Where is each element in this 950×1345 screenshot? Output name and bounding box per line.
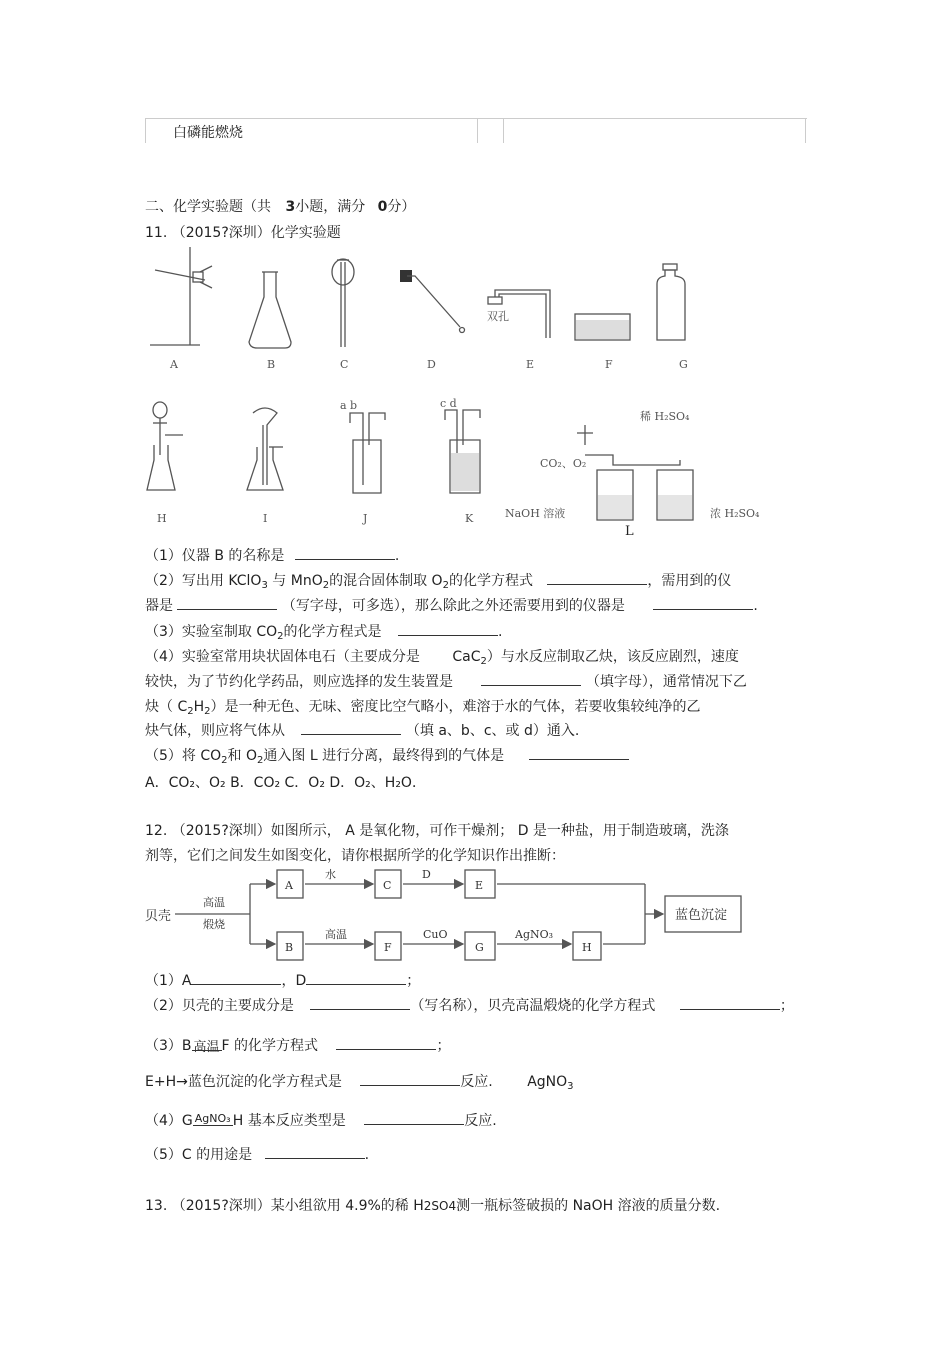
label-j: J (363, 512, 368, 525)
label-a: A (170, 358, 178, 371)
q12-title-1: 12. （2015?深圳）如图所示， A 是氧化物，可作干燥剂； D 是一种盐，用于制造玻璃，洗涤 (145, 823, 729, 839)
label-e: E (526, 358, 535, 371)
answer-blank[interactable] (177, 595, 277, 610)
apparatus-c (332, 259, 354, 347)
answer-blank[interactable] (364, 1110, 464, 1125)
q12-l3: （3）B 高温 F 的化学方程式 ； (145, 1035, 450, 1055)
apparatus-d (400, 270, 465, 333)
answer-blank[interactable] (680, 995, 780, 1010)
label-k: K (465, 512, 474, 525)
apparatus-row-2 (145, 385, 765, 535)
l-right-label: 浓 H₂SO₄ (710, 507, 760, 520)
node-f-label: F (384, 941, 392, 954)
q12-flowchart (145, 862, 765, 967)
flow-cond-top: 高温 (203, 896, 225, 909)
top-table (145, 118, 807, 143)
q11-p3: （3）实验室制取 $CO_2$的化学方程式是 . (145, 621, 502, 642)
q11-p5: （5）将 $CO_2$和 $O_2$通入图 L 进行分离，最终得到的气体是 (145, 745, 629, 766)
answer-blank[interactable] (301, 720, 401, 735)
q11-p4: （4）实验室常用块状固体电石（主要成分是 CaC$_2$）与水反应制取乙炔，该反应剧烈，速度 (145, 649, 739, 667)
node-b-label: B (285, 941, 294, 954)
node-c-label: C (383, 879, 392, 892)
q12-title-2: 剂等，它们之间发生如图变化，请你根据所学的化学知识作出推断： (145, 848, 565, 864)
answer-blank[interactable] (310, 995, 410, 1010)
l-naoh-label: NaOH 溶液 (505, 507, 566, 520)
label-h: H (157, 512, 167, 525)
node-a-label: A (285, 879, 293, 892)
apparatus-g (657, 264, 685, 340)
flow-d: D (422, 868, 431, 881)
node-g-label: G (475, 941, 484, 954)
l-top-label: 稀 H₂SO₄ (640, 410, 690, 423)
flow-cuo: CuO (423, 928, 448, 941)
e-label: 双孔 (487, 310, 509, 323)
flow-agno3: AgNO₃ (515, 928, 554, 941)
table-divider (503, 119, 504, 143)
q12-l3-line2: E+H→蓝色沉淀的化学方程式是 反应. AgNO$_3$ (145, 1071, 574, 1092)
k-ports: c d (440, 397, 457, 410)
j-ports: a b (340, 399, 358, 412)
flow-cond-bottom: 煅烧 (203, 918, 225, 931)
answer-blank[interactable] (336, 1035, 436, 1050)
flow-start: 贝壳 (145, 909, 172, 924)
q11-p4-line3: 炔（ $C_2H_2$）是一种无色、无味、密度比空气略小，难溶于水的气体，若要收集较纯净的乙 (145, 699, 701, 717)
apparatus-b (249, 272, 291, 348)
q11-p4-line2: 较快，为了节约化学药品，则应选择的发生装置是 （填字母），通常情况下乙 (145, 671, 747, 691)
q11-p2: （2）写出用 KClO$_3$ 与 MnO$_2$的混合固体制取 $O_2$的化学方程式 ，需用到的仪 (145, 570, 731, 591)
answer-blank[interactable] (481, 671, 581, 686)
apparatus-row-1 (145, 242, 705, 377)
answer-blank[interactable] (547, 570, 647, 585)
label-g: G (679, 358, 688, 371)
apparatus-a (150, 247, 212, 345)
node-e-label: E (475, 879, 484, 892)
q11-p1: （1）仪器 B 的名称是 . (145, 545, 399, 565)
q11-title: 11. （2015?深圳）化学实验题 (145, 225, 341, 241)
answer-blank[interactable] (653, 595, 753, 610)
reaction-arrow (193, 1125, 233, 1126)
apparatus-l (505, 409, 760, 520)
node-h-label: H (582, 941, 592, 954)
q12-l1: （1）A ，D ； (145, 970, 420, 990)
q12-l5: （5）C 的用途是 . (145, 1144, 369, 1164)
q11-p4-line4: 炔气体，则应将气体从 （填 a、b、c、或 d）通入. (145, 720, 579, 740)
label-f: F (605, 358, 613, 371)
flow-water: 水 (325, 868, 336, 881)
section-header: 二、化学实验题（共 3小题，满分 0分） (145, 199, 416, 215)
answer-blank[interactable] (360, 1071, 460, 1086)
table-divider (805, 119, 806, 143)
apparatus-i (247, 408, 283, 490)
table-cell: 白磷能燃烧 (173, 125, 243, 141)
q12-l2: （2）贝壳的主要成分是 （写名称），贝壳高温煅烧的化学方程式 ； (145, 995, 794, 1015)
table-divider (145, 119, 146, 143)
label-b: B (267, 358, 276, 371)
apparatus-j (340, 399, 385, 493)
answer-blank[interactable] (191, 970, 281, 985)
table-divider (477, 119, 478, 143)
label-i: I (263, 512, 268, 525)
label-l: L (625, 524, 634, 535)
answer-blank[interactable] (529, 745, 629, 760)
q11-p2-line2: 器是 （写字母，可多选），那么除此之外还需要用到的仪器是 . (145, 595, 758, 615)
label-d: D (427, 358, 436, 371)
answer-blank[interactable] (398, 621, 498, 636)
answer-blank[interactable] (265, 1144, 365, 1159)
apparatus-f (575, 314, 630, 340)
reaction-arrow (192, 1050, 222, 1051)
apparatus-e (487, 290, 550, 338)
label-c: C (340, 358, 349, 371)
q12-l4: （4）G AgNO₃ H 基本反应类型是 反应. (145, 1112, 497, 1129)
apparatus-h (147, 402, 183, 490)
q13-text: 13. （2015?深圳）某小组欲用 4.9%的稀 H2SO4测一瓶标签破损的 NaOH 溶液的质量分数. (145, 1198, 721, 1214)
flow-gaowen2: 高温 (325, 928, 347, 941)
apparatus-k (440, 397, 480, 493)
answer-blank[interactable] (295, 545, 395, 560)
l-left-label: CO₂、O₂ (540, 457, 587, 470)
answer-blank[interactable] (306, 970, 406, 985)
row1-labels (169, 358, 688, 371)
q11-options: A．CO₂、O₂ B．CO₂ C．O₂ D．O₂、H₂O． (145, 775, 426, 791)
node-result-label: 蓝色沉淀 (675, 908, 728, 923)
